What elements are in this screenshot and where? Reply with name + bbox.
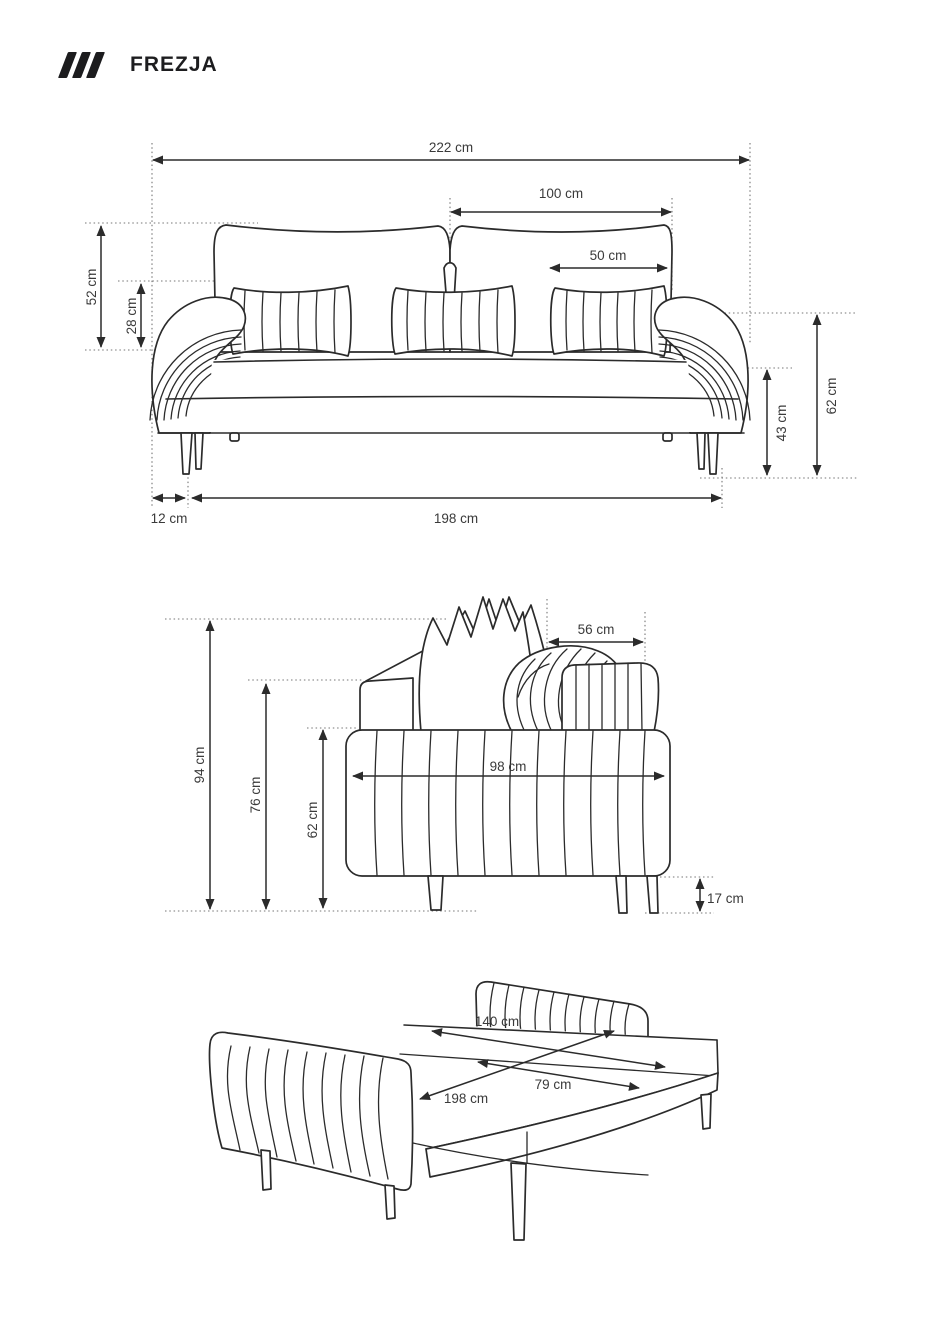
bed-drawing [210,982,718,1240]
front-leg [181,433,192,474]
page-title: FREZJA [130,53,218,76]
lumbar-pillow [230,286,351,356]
bed-corner-edge [717,1040,718,1073]
dim-label-body-height: 62 cm [305,801,320,839]
dim-label-back-height: 52 cm [84,268,99,306]
bed-leg [261,1150,271,1190]
dim-label-seat-depth: 79 cm [534,1077,572,1092]
bed-armrest-panel [210,1032,413,1190]
dim-label-total-height: 94 cm [192,746,207,784]
seat-face [208,357,692,432]
dim-label-sleep-length: 198 cm [443,1091,489,1106]
dim-label-leg-height: 17 cm [707,891,744,906]
front-leg [697,433,705,469]
side-sofa-drawing [346,597,670,913]
dim-label-armrest-width: 12 cm [150,511,188,526]
dim-label-depth: 98 cm [489,759,527,774]
bed-leg [701,1094,711,1129]
dim-label-backrest-cushion: 100 cm [538,186,584,201]
dim-label-lumbar-pillow: 50 cm [589,248,627,263]
dim-label-backrest-height: 76 cm [248,776,263,814]
front-view [84,140,858,526]
hinge-stub [663,433,672,441]
dim-label-seat-width: 198 cm [433,511,479,526]
front-leg [195,433,203,469]
dim-label-total-width: 222 cm [428,140,474,155]
side-leg [647,876,658,913]
body-panel [346,730,670,876]
hinge-stub [230,433,239,441]
dim-label-seat-height: 43 cm [774,404,789,442]
side-leg [428,876,443,910]
dim-label-armrest-height: 62 cm [824,377,839,415]
dim-label-sleep-width: 140 cm [474,1014,520,1029]
side-view [165,597,744,913]
bed-view [210,982,718,1240]
bed-leg [385,1185,395,1219]
side-leg [616,876,627,913]
lumbar-pillow [551,286,667,356]
front-leg [708,433,718,474]
front-sofa-drawing [150,225,750,474]
back-panel [360,678,413,732]
dim-label-pillow-height: 28 cm [124,297,139,335]
dim-label-armrest-depth: 56 cm [577,622,615,637]
bed-leg [511,1163,526,1240]
